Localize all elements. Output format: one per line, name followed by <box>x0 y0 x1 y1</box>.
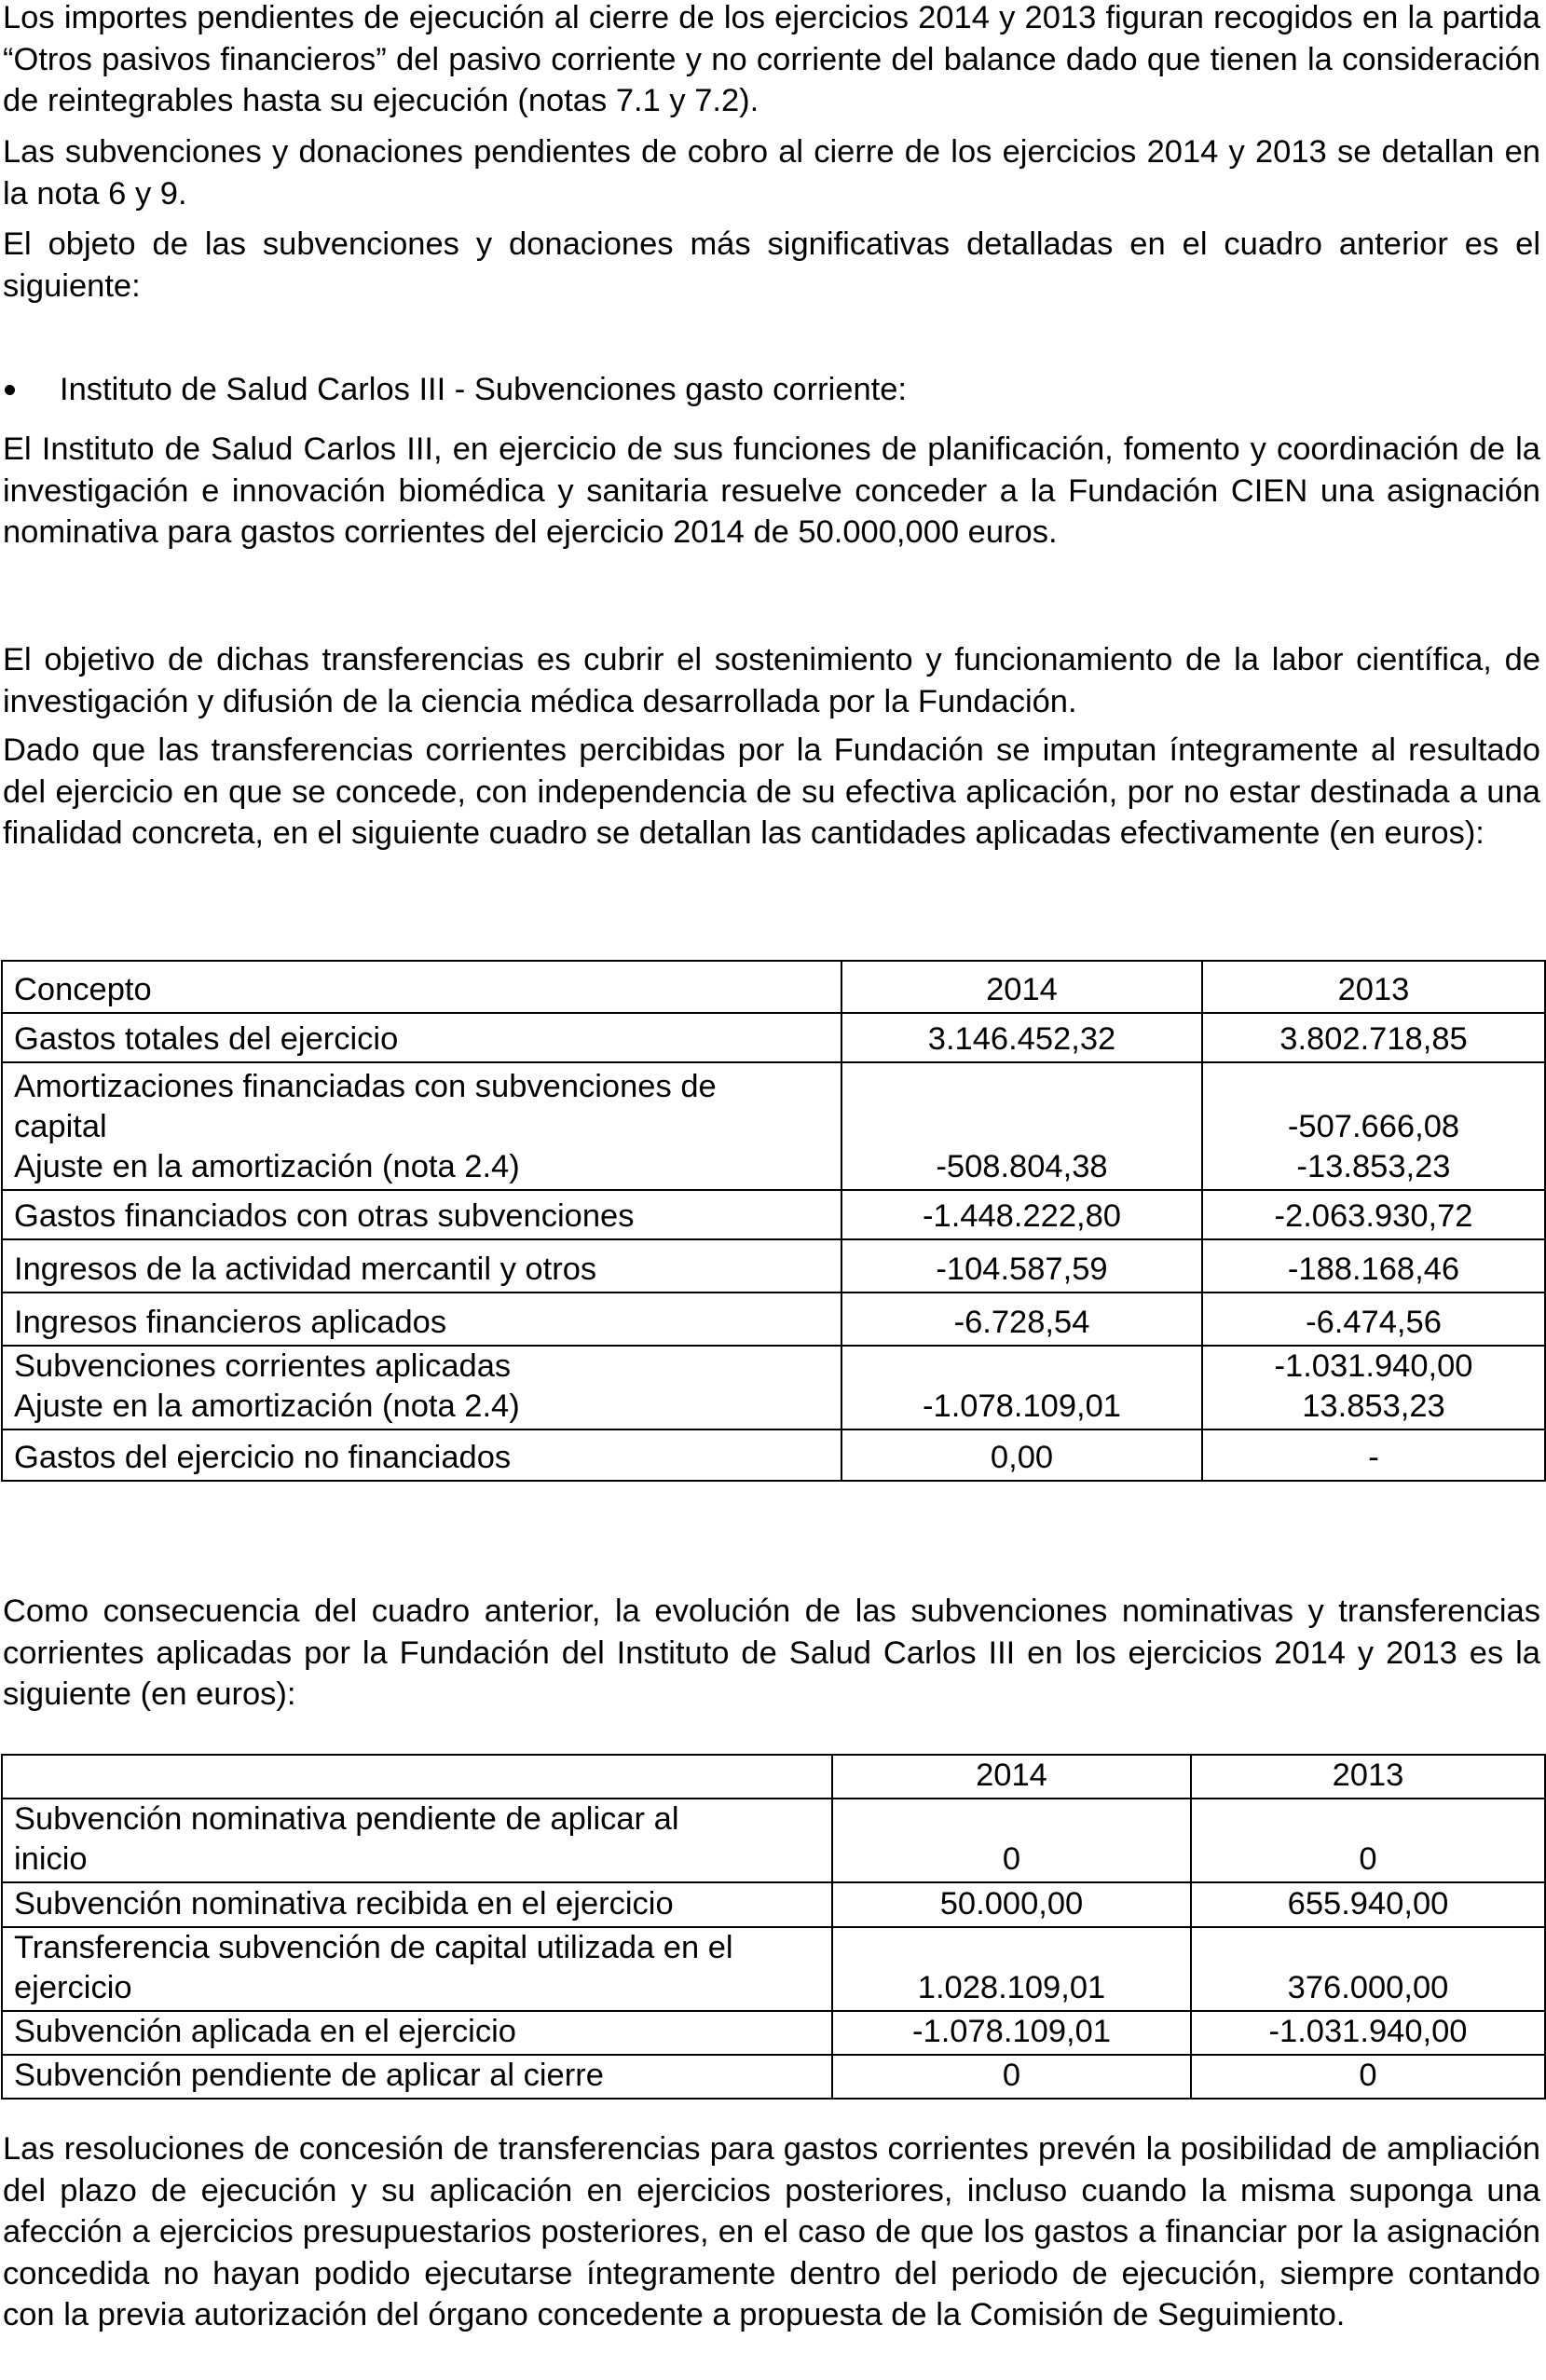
value-2014-cell <box>841 1429 1202 1481</box>
value-2014-cell <box>832 2011 1191 2055</box>
table-row <box>2 1882 1545 1927</box>
value-2013-cell <box>1202 1293 1545 1346</box>
value-2013-cell <box>1202 1062 1545 1190</box>
cell-line: 0 <box>1002 1841 1021 1877</box>
value-2014-cell <box>841 1346 1202 1429</box>
cell-line: ejercicio <box>14 1970 132 2005</box>
cell-line: 655.940,00 <box>1287 1886 1449 1922</box>
table-row <box>2 1190 1545 1239</box>
value-2013-cell <box>1191 1927 1545 2011</box>
nominative-subsidy-table <box>1 1754 1546 2100</box>
cell-line: -507.666,08 <box>1287 1109 1460 1144</box>
cell-line: -6.474,56 <box>1306 1305 1442 1340</box>
concept-cell <box>2 1882 832 1927</box>
cell-line: 0 <box>1359 2058 1377 2093</box>
cell-line: -6.728,54 <box>953 1305 1090 1340</box>
cell-line: 13.853,23 <box>1302 1388 1445 1424</box>
paragraph-isciii-grant: El Instituto de Salud Carlos III, en ejercicio de sus funciones de planificación, fomento y coordinación de la investigación e innovación biomédica y sanitaria resuelve conceder a la Fundación CIEN una asignación nominativa para gastos corrientes del ejercicio 2014 de 50.000,000 euros. <box>3 431 1540 550</box>
value-2014-cell <box>841 1190 1202 1239</box>
value-2014-cell <box>832 2055 1191 2099</box>
concept-cell <box>2 1927 832 2011</box>
concept-cell <box>2 1190 841 1239</box>
table-row <box>2 1062 1545 1190</box>
table-row <box>2 2011 1545 2055</box>
table-header-row <box>2 1755 1545 1799</box>
applied-amounts-table <box>1 960 1546 1482</box>
value-2014-cell <box>832 1927 1191 2011</box>
cell-line: -1.448.222,80 <box>923 1198 1121 1234</box>
cell-line: -1.078.109,01 <box>912 2014 1111 2049</box>
value-2013-cell <box>1202 1239 1545 1293</box>
cell-line: 0 <box>1359 1841 1377 1877</box>
value-2013-cell <box>1191 1882 1545 1927</box>
cell-line: -1.078.109,01 <box>923 1388 1121 1424</box>
value-2014-cell <box>841 1239 1202 1293</box>
value-2014-cell <box>832 1882 1191 1927</box>
cell-line: 1.028.109,01 <box>917 1970 1106 2005</box>
concept-cell <box>2 1346 841 1429</box>
table-row <box>2 1293 1545 1346</box>
paragraph-subsidy-object-intro: El objeto de las subvenciones y donaciones más significativas detalladas en el cuadro anterior es el siguiente: <box>3 226 1540 304</box>
bullet-icon <box>5 385 15 395</box>
paragraph-transfer-allocation: Dado que las transferencias corrientes percibidas por la Fundación se imputan íntegramente al resultado del ejercicio en que se concede, con independencia de su efectiva aplicación, por no estar destinada a una finalidad concreta, en el siguiente cuadro se detallan las cantidades aplicadas efectivamente (en euros): <box>3 732 1540 851</box>
cell-line: 3.802.718,85 <box>1279 1021 1468 1057</box>
table-row <box>2 1927 1545 2011</box>
value-2014-cell <box>841 1013 1202 1062</box>
cell-line: inicio <box>14 1841 88 1877</box>
concept-cell <box>2 1799 832 1882</box>
cell-line: -13.853,23 <box>1296 1149 1451 1184</box>
paragraph-evolution-intro: Como consecuencia del cuadro anterior, la evolución de las subvenciones nominativas y transferencias corrientes aplicadas por la Fundación del Instituto de Salud Carlos III en los ejercicios 2014 y 2013 es la siguiente (en euros): <box>3 1594 1540 1712</box>
cell-line: -1.031.940,00 <box>1268 2014 1468 2049</box>
header-2014: 2014 <box>832 1755 1191 1799</box>
table-row <box>2 1013 1545 1062</box>
value-2013-cell <box>1202 1013 1545 1062</box>
cell-line: Subvención nominativa recibida en el ejercicio <box>14 1886 674 1922</box>
cell-line: -104.587,59 <box>936 1252 1108 1287</box>
value-2013-cell <box>1202 1429 1545 1481</box>
cell-line: - <box>1368 1440 1379 1475</box>
value-2014-cell <box>841 1062 1202 1190</box>
cell-line: Subvención nominativa pendiente de aplicar al <box>14 1801 679 1837</box>
cell-line: 3.146.452,32 <box>927 1021 1116 1057</box>
value-2013-cell <box>1202 1346 1545 1429</box>
cell-line: Transferencia subvención de capital utilizada en el <box>14 1930 733 1965</box>
table-row <box>2 2055 1545 2099</box>
concept-cell <box>2 2055 832 2099</box>
concept-cell <box>2 1239 841 1293</box>
cell-line: Subvención pendiente de aplicar al cierre <box>14 2058 604 2093</box>
value-2013-cell <box>1191 2011 1545 2055</box>
cell-line: Ajuste en la amortización (nota 2.4) <box>14 1149 520 1184</box>
cell-line: Gastos financiados con otras subvenciones <box>14 1198 635 1234</box>
header-2014: 2014 <box>841 961 1202 1013</box>
value-2014-cell <box>841 1293 1202 1346</box>
cell-line: -2.063.930,72 <box>1274 1198 1473 1234</box>
cell-line: 0 <box>1002 2058 1021 2093</box>
bullet-text: Instituto de Salud Carlos III - Subvenciones gasto corriente: <box>60 372 907 407</box>
table-header-row <box>2 961 1545 1013</box>
header-2013: 2013 <box>1202 961 1545 1013</box>
cell-line: capital <box>14 1109 107 1144</box>
cell-line: Ingresos de la actividad mercantil y otros <box>14 1252 597 1287</box>
cell-line: -508.804,38 <box>936 1149 1108 1184</box>
header-concepto <box>2 1755 832 1799</box>
table-row <box>2 1239 1545 1293</box>
paragraph-resolutions: Las resoluciones de concesión de transferencias para gastos corrientes prevén la posibilidad de ampliación del plazo de ejecución y su aplicación en ejercicios posteriores, incluso cuando la misma suponga una afección a ejercicios presupuestarios posteriores, en el caso de que los gastos a financiar por la asignación concedida no hayan podido ejecutarse íntegramente dentro del periodo de ejecución, siempre contando con la previa autorización del órgano concedente a propuesta de la Comisión de Seguimiento. <box>3 2131 1540 2332</box>
concept-cell <box>2 1429 841 1481</box>
cell-line: 0,00 <box>990 1440 1054 1475</box>
header-2013: 2013 <box>1191 1755 1545 1799</box>
value-2014-cell <box>832 1799 1191 1882</box>
table-row <box>2 1346 1545 1429</box>
cell-line: Subvenciones corrientes aplicadas <box>14 1348 512 1384</box>
value-2013-cell <box>1191 2055 1545 2099</box>
cell-line: -1.031.940,00 <box>1274 1348 1473 1384</box>
paragraph-pending-collection: Las subvenciones y donaciones pendientes de cobro al cierre de los ejercicios 2014 y 2013 se detallan en la nota 6 y 9. <box>3 134 1540 212</box>
cell-line: 50.000,00 <box>939 1886 1084 1922</box>
cell-line: -188.168,46 <box>1287 1252 1460 1287</box>
cell-line: Ingresos financieros aplicados <box>14 1305 447 1340</box>
paragraph-pending-amounts: Los importes pendientes de ejecución al cierre de los ejercicios 2014 y 2013 figuran recogidos en la partida “Otros pasivos financieros” del pasivo corriente y no corriente del balance dado que tienen la consideración de reintegrables hasta su ejecución (notas 7.1 y 7.2). <box>3 0 1540 118</box>
cell-line: 376.000,00 <box>1287 1970 1449 2005</box>
table-row <box>2 1799 1545 1882</box>
concept-cell <box>2 2011 832 2055</box>
cell-line: Subvención aplicada en el ejercicio <box>14 2014 516 2049</box>
value-2013-cell <box>1202 1190 1545 1239</box>
value-2013-cell <box>1191 1799 1545 1882</box>
header-concepto: Concepto <box>2 961 841 1013</box>
cell-line: Ajuste en la amortización (nota 2.4) <box>14 1388 520 1424</box>
paragraph-transfer-objective: El objetivo de dichas transferencias es cubrir el sostenimiento y funcionamiento de la labor científica, de investigación y difusión de la ciencia médica desarrollada por la Fundación. <box>3 642 1540 719</box>
concept-cell <box>2 1062 841 1190</box>
concept-cell <box>2 1293 841 1346</box>
table-row <box>2 1429 1545 1481</box>
cell-line: Gastos totales del ejercicio <box>14 1021 399 1057</box>
concept-cell <box>2 1013 841 1062</box>
cell-line: Amortizaciones financiadas con subvenciones de <box>14 1069 717 1104</box>
cell-line: Gastos del ejercicio no financiados <box>14 1440 512 1475</box>
